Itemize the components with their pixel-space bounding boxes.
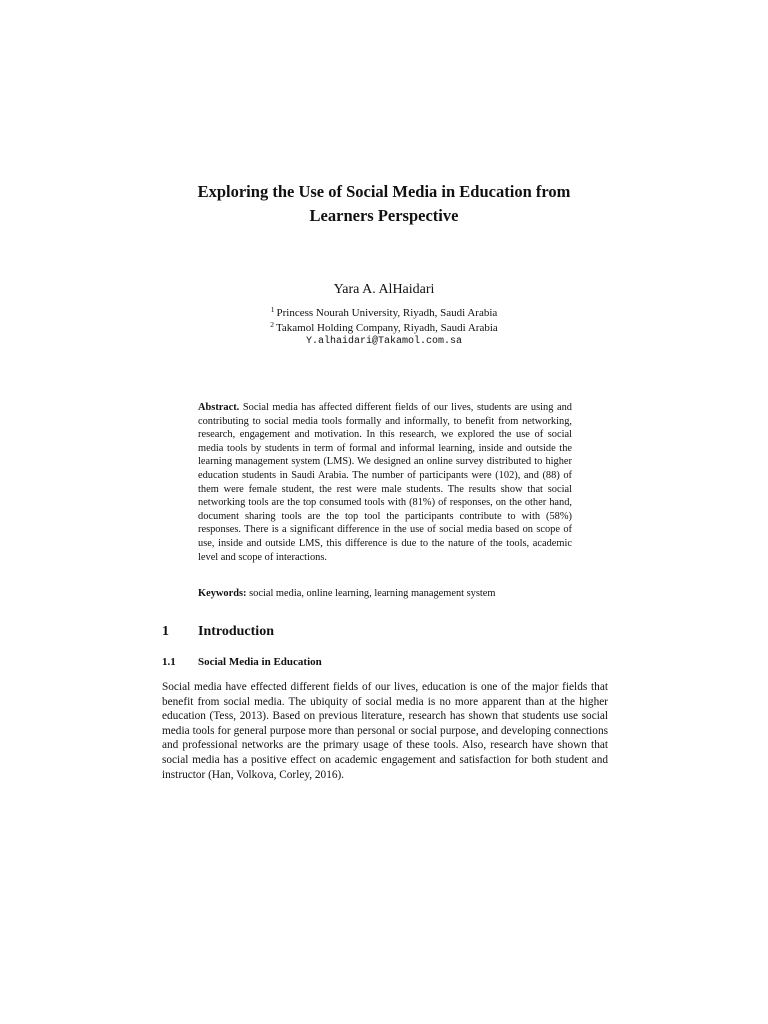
affiliation-text: Princess Nourah University, Riyadh, Saudi Arabia <box>276 307 498 319</box>
affiliation-number: 1 <box>270 305 275 314</box>
affiliation-2 <box>120 321 648 336</box>
section-title: Introduction <box>198 624 274 639</box>
affiliation-1 <box>120 306 648 321</box>
keywords-label: Keywords: <box>198 588 247 599</box>
title-line-1: Exploring the Use of Social Media in Education from <box>197 182 571 201</box>
abstract-text: Social media has affected different fields of our lives, students are using and contributing to social media tools formally and informally, to benefit from networking, research, engagement and motivation. In this research, we explored the use of social media tools by students in term of formal and informal learning, inside and outside the learning management system (LMS). We designed an online survey distributed to higher education students in Saudi Arabia. The number of participants were (102), and (88) of them were female student, the rest were male students. The results show that social networking tools are the top consumed tools with (81%) of responses, on the other hand, document sharing tools are the top tool the participants contribute to with (58%) responses. There is a significant difference in the use of social media based on scope of use, inside and outside LMS, this difference is due to the nature of the tools, academic level and scope of interactions. <box>198 402 572 563</box>
affiliation-text: Takamol Holding Company, Riyadh, Saudi Arabia <box>275 321 498 334</box>
affiliations <box>120 306 648 350</box>
section-number: 1 <box>162 624 169 639</box>
subsection-heading <box>162 655 608 670</box>
body-paragraph: Social media have effected different fields of our lives, education is one of the major fields that benefit from social media. The ubiquity of social media is no more apparent than at the higher education (Tess, 2013). Based on previous literature, research has shown that students use social media tools for general purpose more than personal or social purpose, and developing connections and professional networks are the primary usage of these tools. Also, research have shown that social media has a positive effect on academic engagement and satisfaction for both student and instructor (Han, Volkova, Corley, 2016). <box>162 681 608 781</box>
author-email: Y.alhaidari@Takamol.com.sa <box>305 336 463 347</box>
affiliation-number: 2 <box>270 319 274 329</box>
abstract <box>198 401 572 564</box>
author-name: Yara A. AlHaidari <box>333 282 435 297</box>
title-line-2: Learners Perspective <box>309 206 459 225</box>
keywords-text: social media, online learning, learning management system <box>249 588 496 599</box>
subsection-number: 1.1 <box>162 656 176 668</box>
keywords <box>198 587 572 601</box>
subsection-title: Social Media in Education <box>198 656 322 668</box>
abstract-label: Abstract. <box>198 402 240 413</box>
paper-title <box>120 180 648 228</box>
section-heading <box>162 623 608 641</box>
